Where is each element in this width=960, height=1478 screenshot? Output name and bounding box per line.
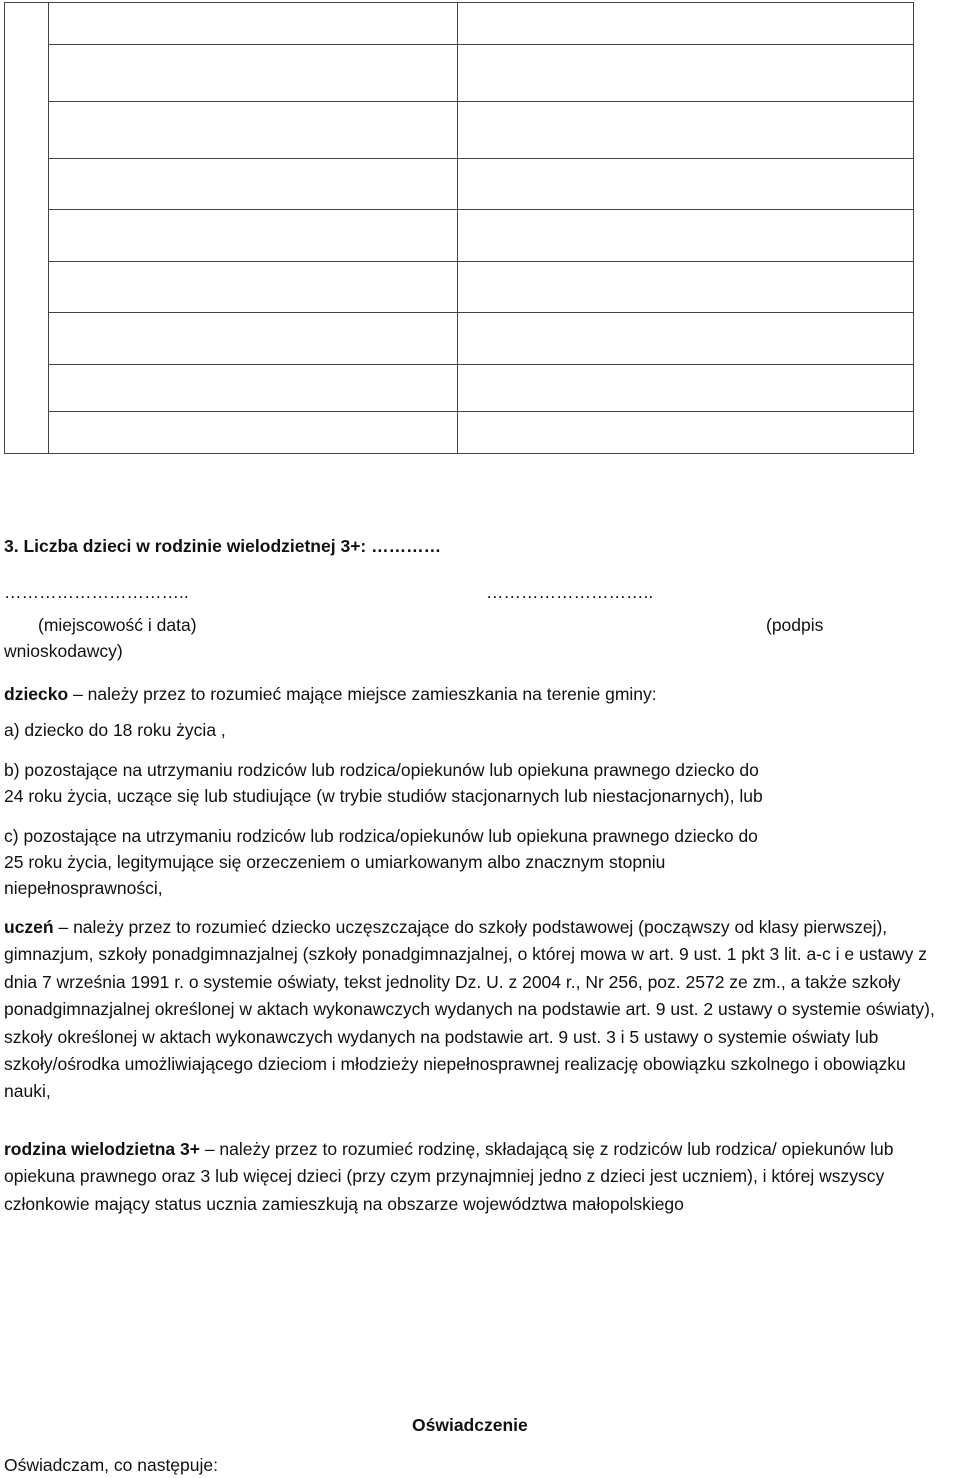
child-item-c-line2: 25 roku życia, legitymujące się orzeczeniem o umiarkowanym albo znacznym stopniu (4, 852, 666, 872)
child-def-text: – należy przez to rozumieć mające miejsce zamieszkania na terenie gminy: (68, 684, 657, 704)
table-row-divider (48, 261, 913, 262)
child-item-c-line1: c) pozostające na utrzymaniu rodziców lub rodzica/opiekunów lub opiekuna prawnego dziecko do (4, 826, 758, 846)
child-item-c-line3: niepełnosprawności, (4, 878, 163, 898)
section-3-label: 3. Liczba dzieci w rodzinie wielodzietnej 3+: (4, 536, 367, 556)
table-row-divider (48, 312, 913, 313)
family-definition (4, 1136, 956, 1218)
table-row-divider (48, 209, 913, 210)
child-definition (4, 684, 657, 704)
signature-dots: ……………………….. (486, 582, 654, 602)
table-column-divider (48, 3, 49, 453)
pupil-def-text: – należy przez to rozumieć dziecko uczęszczające do szkoły podstawowej (począwszy od klasy pierwszej), gimnazjum, szkoły ponadgimnazjalnej (szkoły ponadgimnazjalnej, o której mowa w art. 9 ust. 1 pkt 3 lit. a-c i e ustawy z dnia 7 września 1991 r. o systemie oświaty, tekst jednolity Dz. U. z 2004 r., Nr 256, poz. 2572 ze zm., a także szkoły ponadgimnazjalnej określonej w aktach wykonawczych wydanych na podstawie art. 9 ust. 2 ustawy o systemie oświaty), szkoły określonej w aktach wykonawczych wydanych na podstawie art. 9 ust. 3 i 5 ustawy o systemie oświaty lub szkoły/ośrodka umożliwiającego dzieciom i młodzieży niepełnosprawnej realizację obowiązku szkolnego i obowiązku nauki, (4, 917, 935, 1102)
place-date-label: (miejscowość i data) (38, 615, 197, 635)
declaration-lead: Oświadczam, co następuje: (4, 1455, 218, 1475)
signature-label-part1: (podpis (766, 615, 824, 635)
table-column-divider (457, 3, 458, 453)
table-row-divider (48, 411, 913, 412)
place-date-dots: ………………………….. (4, 582, 189, 602)
child-item-a: a) dziecko do 18 roku życia , (4, 720, 226, 740)
section-3-dots: ………… (371, 536, 442, 556)
signature-label-part2: wnioskodawcy) (4, 641, 123, 661)
table-row-divider (48, 364, 913, 365)
children-table (4, 2, 914, 454)
table-row-divider (48, 44, 913, 45)
pupil-term: uczeń (4, 917, 54, 937)
child-item-b-line1: b) pozostające na utrzymaniu rodziców lub rodzica/opiekunów lub opiekuna prawnego dziecko do (4, 760, 759, 780)
child-term: dziecko (4, 684, 69, 704)
section-3-heading (4, 536, 441, 556)
table-row-divider (48, 101, 913, 102)
declaration-title: Oświadczenie (412, 1415, 528, 1435)
table-row-divider (48, 158, 913, 159)
family-def-text: – należy przez to rozumieć rodzinę, składającą się z rodziców lub rodzica/ opiekunów lub opiekuna prawnego oraz 3 lub więcej dzieci (przy czym przynajmniej jedno z dzieci jest uczniem), i której wszyscy członkowie mający status ucznia zamieszkują na obszarze województwa małopolskiego (4, 1139, 894, 1214)
pupil-definition (4, 914, 956, 1106)
child-item-b-line2: 24 roku życia, uczące się lub studiujące (w trybie studiów stacjonarnych lub niestacjonarnych), lub (4, 786, 763, 806)
family-term: rodzina wielodzietna 3+ (4, 1139, 200, 1159)
